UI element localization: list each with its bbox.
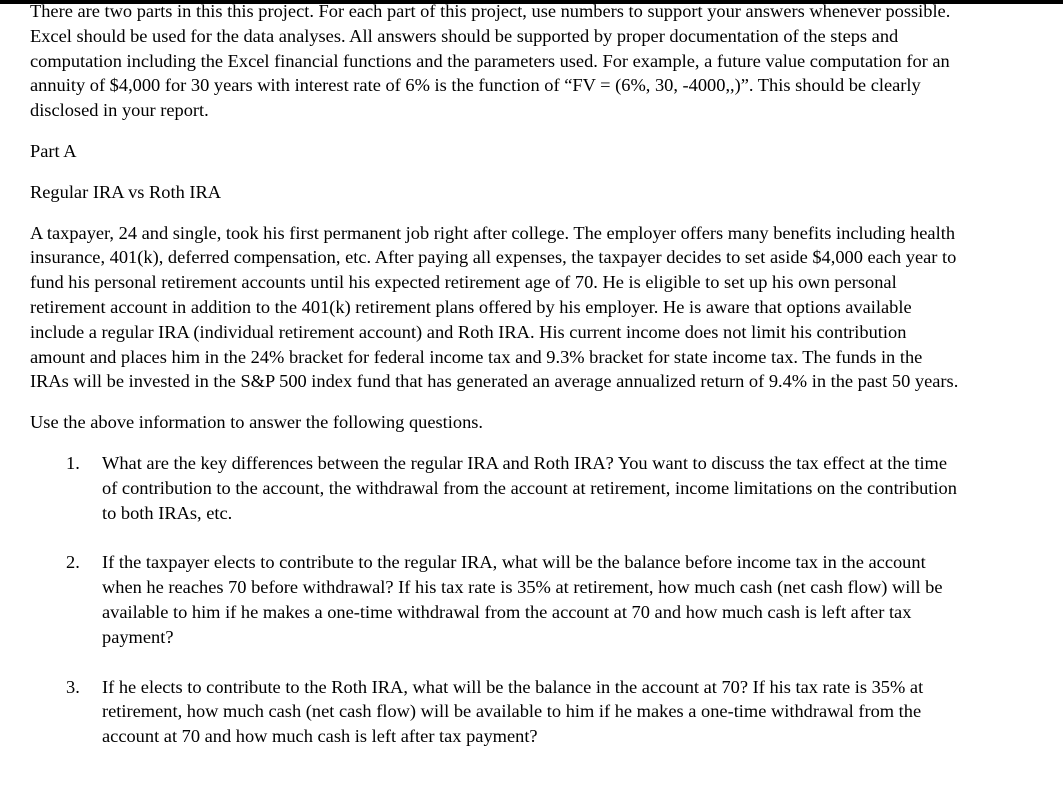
section-heading: Regular IRA vs Roth IRA bbox=[30, 181, 222, 202]
intro-paragraph: There are two parts in this this project. For each part of this project, use numbers to support your answers whenever possible. Excel should be used for the data analyses. All answers should be supported by proper documentation of the steps and computation including the Excel financial functions and the parameters used. For example, a future value computation for an annuity of $4,000 for 30 years with interest rate of 6% is the function of “FV = (6%, 30, -4000,,)”. This should be clearly disclosed in your report. bbox=[30, 1, 951, 121]
question-text: If he elects to contribute to the Roth IRA, what will be the balance in the account at 70? If his tax rate is 35% at retirement, how much cash (net cash flow) will be available to him if he makes a one-time withdrawal from the account at 70 and how much cash is left after tax payment? bbox=[102, 676, 924, 747]
question-number: 1. bbox=[66, 452, 80, 473]
question-number: 2. bbox=[66, 552, 80, 573]
question-text: What are the key differences between the regular IRA and Roth IRA? You want to discuss the tax effect at the time of contribution to the account, the withdrawal from the account at retirement, income limitations on the contribution to both IRAs, etc. bbox=[102, 452, 957, 523]
scenario-paragraph: A taxpayer, 24 and single, took his first permanent job right after college. The employer offers many benefits including health insurance, 401(k), deferred compensation, etc. After paying all expenses, the taxpayer decides to set aside $4,000 each year to fund his personal retirement accounts until his expected retirement age of 70. He is eligible to set up his own personal retirement account in addition to the 401(k) retirement plans offered by his employer. He is aware that options available include a regular IRA (individual retirement account) and Roth IRA. His current income does not limit his contribution amount and places him in the 24% bracket for federal income tax and 9.3% bracket for state income tax. The funds in the IRAs will be invested in the S&P 500 index fund that has generated an average annualized return of 9.4% in the past 50 years. bbox=[30, 222, 959, 392]
instruction-text: Use the above information to answer the following questions. bbox=[30, 412, 484, 433]
question-text: If the taxpayer elects to contribute to the regular IRA, what will be the balance before income tax in the account when he reaches 70 before withdrawal? If his tax rate is 35% at retirement, how much cash (net cash flow) will be available to him if he makes a one-time withdrawal from the account at 70 and how much cash is left after tax payment? bbox=[102, 552, 943, 647]
question-number: 3. bbox=[66, 676, 80, 697]
part-heading: Part A bbox=[30, 140, 77, 161]
question-list bbox=[30, 451, 960, 749]
document-content bbox=[30, 0, 960, 749]
question-item bbox=[30, 550, 960, 649]
question-item bbox=[30, 451, 960, 525]
question-item bbox=[30, 675, 960, 749]
